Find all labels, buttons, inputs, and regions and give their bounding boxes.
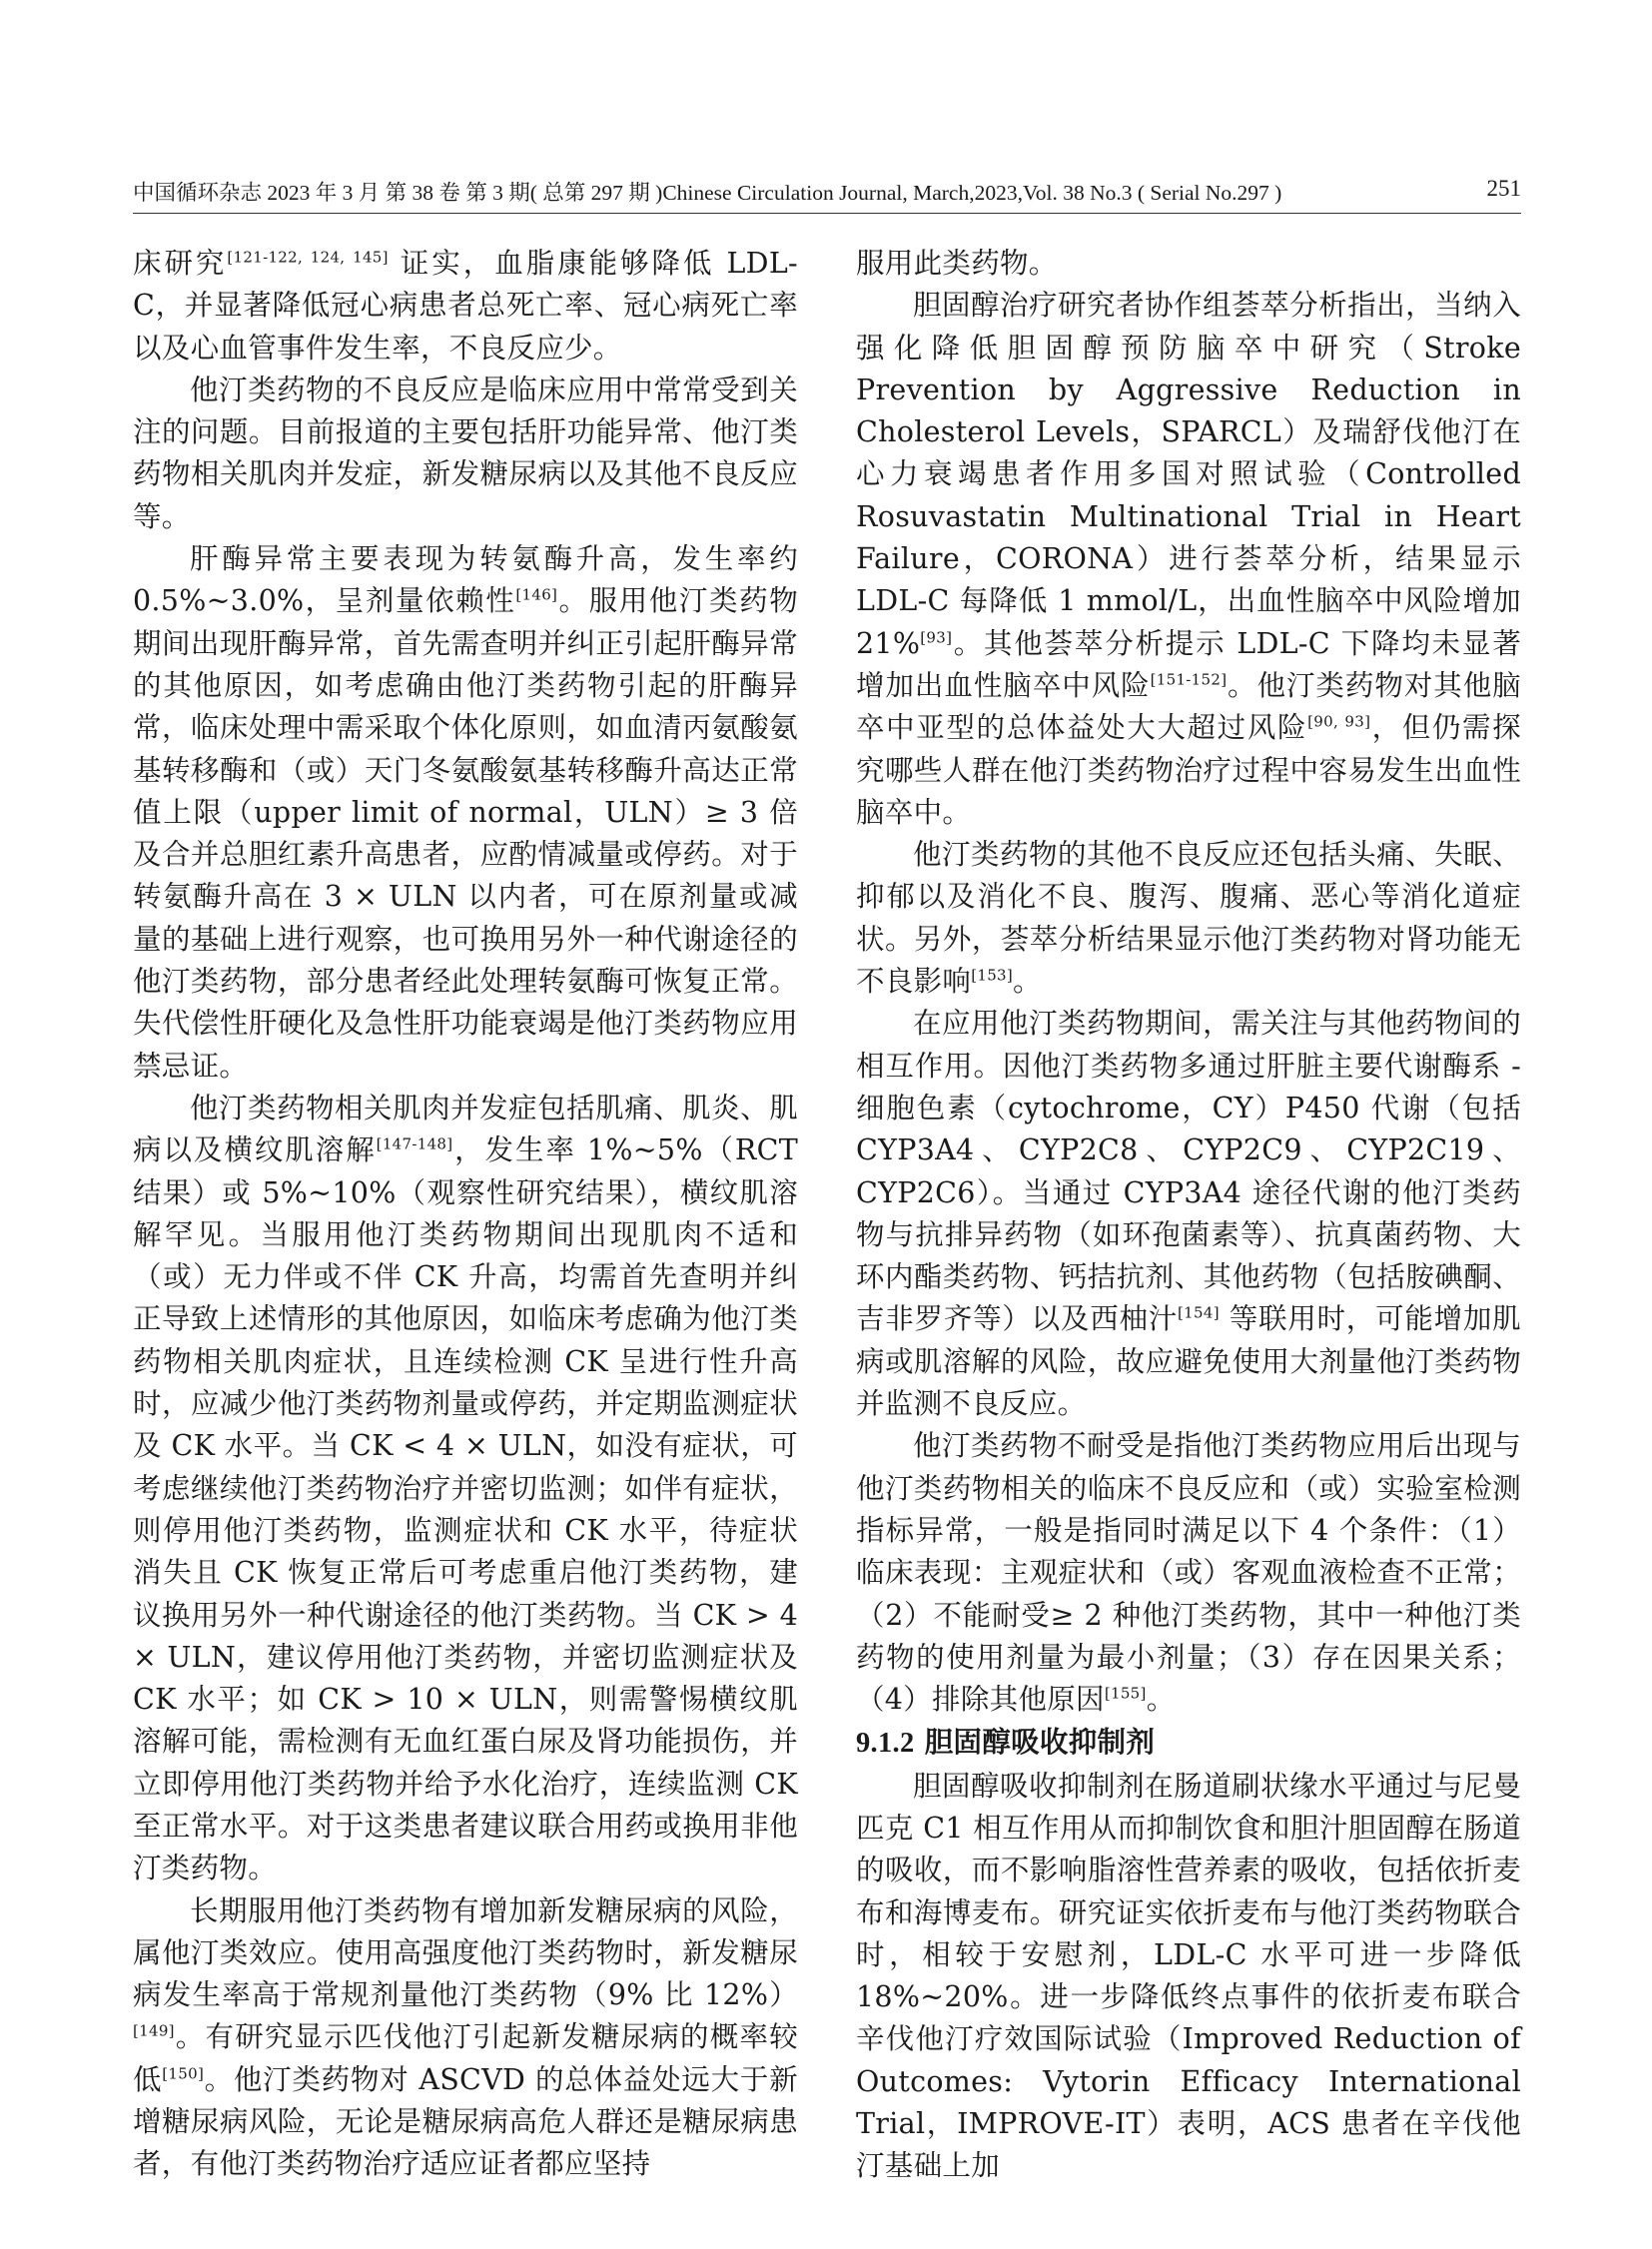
header-rule bbox=[133, 213, 1521, 214]
paragraph: 他汀类药物的其他不良反应还包括头痛、失眠、抑郁以及消化不良、腹泻、腹痛、恶心等消化道症状。另外，荟萃分析结果显示他汀类药物对肾功能无不良影响[153]。 bbox=[856, 838, 1521, 999]
citation: [151-152] bbox=[1150, 670, 1228, 689]
page-number: 251 bbox=[1486, 176, 1521, 201]
paragraph: 长期服用他汀类药物有增加新发糖尿病的风险，属他汀类效应。使用高强度他汀类药物时，新发糖尿病发生率高于常规剂量他汀类药物（9% 比 12%）[149]。有研究显示匹伐他汀引起新发糖尿病的概率较低[150]。他汀类药物对 ASCVD 的总体益处远大于新增糖尿病风险，无论是糖尿病高危人群还是糖尿病患者，有他汀类药物治疗适应证者都应坚持 bbox=[133, 1893, 798, 2181]
section-heading bbox=[856, 1721, 1521, 1765]
paragraph: 肝酶异常主要表现为转氨酶升高，发生率约 0.5%~3.0%，呈剂量依赖性[146]。服用他汀类药物期间出现肝酶异常，首先需查明并纠正引起肝酶异常的其他原因，如考虑确由他汀类药物引起的肝酶异常，临床处理中需采取个体化原则，如血清丙氨酸氨基转移酶和（或）天门冬氨酸氨基转移酶升高达正常值上限（upper limit of normal，ULN）≥ 3 倍及合并总胆红素升高患者，应酌情减量或停药。对于转氨酶升高在 3 × ULN 以内者，可在原剂量或减量的基础上进行观察，也可换用另外一种代谢途径的他汀类药物，部分患者经此处理转氨酶可恢复正常。失代偿性肝硬化及急性肝功能衰竭是他汀类药物应用禁忌证。 bbox=[133, 542, 798, 1083]
citation: [150] bbox=[162, 2064, 205, 2083]
running-header bbox=[133, 176, 1521, 206]
paragraph: 服用此类药物。 bbox=[856, 247, 1058, 280]
left-column bbox=[133, 243, 798, 2186]
section-number: 9.1.2 bbox=[856, 1728, 915, 1760]
paragraph: 胆固醇吸收抑制剂在肠道刷状缘水平通过与尼曼匹克 C1 相互作用从而抑制饮食和胆汁胆固醇在肠道的吸收，而不影响脂溶性营养素的吸收，包括依折麦布和海博麦布。研究证实依折麦布与他汀类药物联合时，相较于安慰剂，LDL-C 水平可进一步降低 18%~20%。进一步降低终点事件的依折麦布联合辛伐他汀疗效国际试验（Improved Reduction of Outcomes: Vytorin Efficacy International Trial，IMPROVE-IT）表明，ACS 患者在辛伐他汀基础上加 bbox=[856, 1769, 1521, 2183]
citation: [146] bbox=[515, 585, 558, 604]
citation: [93] bbox=[920, 628, 953, 647]
citation: [149] bbox=[133, 2021, 175, 2040]
citation: [90, 93] bbox=[1307, 712, 1371, 731]
paragraph: 床研究[121-122, 124, 145] 证实，血脂康能够降低 LDL-C，并显著降低冠心病患者总死亡率、冠心病死亡率以及心血管事件发生率，不良反应少。 bbox=[133, 247, 798, 365]
section-title: 胆固醇吸收抑制剂 bbox=[914, 1725, 1156, 1760]
citation: [153] bbox=[971, 966, 1014, 985]
paragraph: 他汀类药物的不良反应是临床应用中常常受到关注的问题。目前报道的主要包括肝功能异常、他汀类药物相关肌肉并发症，新发糖尿病以及其他不良反应等。 bbox=[133, 373, 798, 533]
citation: [154] bbox=[1178, 1303, 1220, 1322]
paragraph: 他汀类药物相关肌肉并发症包括肌痛、肌炎、肌病以及横纹肌溶解[147-148]，发生率 1%~5%（RCT 结果）或 5%~10%（观察性研究结果），横纹肌溶解罕见。当服用他汀类药物期间出现肌肉不适和（或）无力伴或不伴 CK 升高，均需首先查明并纠正导致上述情形的其他原因，如临床考虑确为他汀类药物相关肌肉症状，且连续检测 CK 呈进行性升高时，应减少他汀类药物剂量或停药，并定期监测症状及 CK 水平。当 CK < 4 × ULN，如没有症状，可考虑继续他汀类药物治疗并密切监测；如伴有症状，则停用他汀类药物，监测症状和 CK 水平，待症状消失且 CK 恢复正常后可考虑重启他汀类药物，建议换用另外一种代谢途径的他汀类药物。当 CK > 4 × ULN，建议停用他汀类药物，并密切监测症状及 CK 水平；如 CK > 10 × ULN，则需警惕横纹肌溶解可能，需检测有无血红蛋白尿及肾功能损伤，并立即停用他汀类药物并给予水化治疗，连续监测 CK 至正常水平。对于这类患者建议联合用药或换用非他汀类药物。 bbox=[133, 1091, 799, 1885]
right-column bbox=[856, 243, 1521, 2188]
citation: [147-148] bbox=[376, 1134, 453, 1153]
paragraph: 在应用他汀类药物期间，需关注与其他药物间的相互作用。因他汀类药物多通过肝脏主要代谢酶系 - 细胞色素（cytochrome，CY）P450 代谢（包括 CYP3A4、CYP2C8、CYP2C9、CYP2C19、CYP2C6）。当通过 CYP3A4 途径代谢的他汀类药物与抗排异药物（如环孢菌素等）、抗真菌药物、大环内酯类药物、钙拮抗剂、其他药物（包括胺碘酮、吉非罗齐等）以及西柚汁[154] 等联用时，可能增加肌病或肌溶解的风险，故应避免使用大剂量他汀类药物并监测不良反应。 bbox=[856, 1007, 1521, 1421]
paragraph: 胆固醇治疗研究者协作组荟萃分析指出，当纳入强化降低胆固醇预防脑卒中研究（Stroke Prevention by Aggressive Reduction in Cholesterol Levels，SPARCL）及瑞舒伐他汀在心力衰竭患者作用多国对照试验（Controlled Rosuvastatin Multinational Trial in Heart Failure，CORONA）进行荟萃分析，结果显示 LDL-C 每降低 1 mmol/L，出血性脑卒中风险增加 21%[93]。其他荟萃分析提示 LDL-C 下降均未显著增加出血性脑卒中风险[151-152]。他汀类药物对其他脑卒中亚型的总体益处大大超过风险[90, 93]，但仍需探究哪些人群在他汀类药物治疗过程中容易发生出血性脑卒中。 bbox=[856, 289, 1521, 829]
citation: [155] bbox=[1104, 1684, 1147, 1703]
citation: [121-122, 124, 145] bbox=[227, 248, 389, 267]
paragraph: 他汀类药物不耐受是指他汀类药物应用后出现与他汀类药物相关的临床不良反应和（或）实验室检测指标异常，一般是指同时满足以下 4 个条件：（1）临床表现：主观症状和（或）客观血液检查不正常；（2）不能耐受≥ 2 种他汀类药物，其中一种他汀类药物的使用剂量为最小剂量；（3）存在因果关系；（4）排除其他原因[155]。 bbox=[856, 1429, 1521, 1717]
journal-citation: 中国循环杂志 2023 年 3 月 第 38 卷 第 3 期( 总第 297 期 )Chinese Circulation Journal, March,2023,Vol. 38 No.3 ( Serial No.297 ) bbox=[133, 181, 1282, 205]
